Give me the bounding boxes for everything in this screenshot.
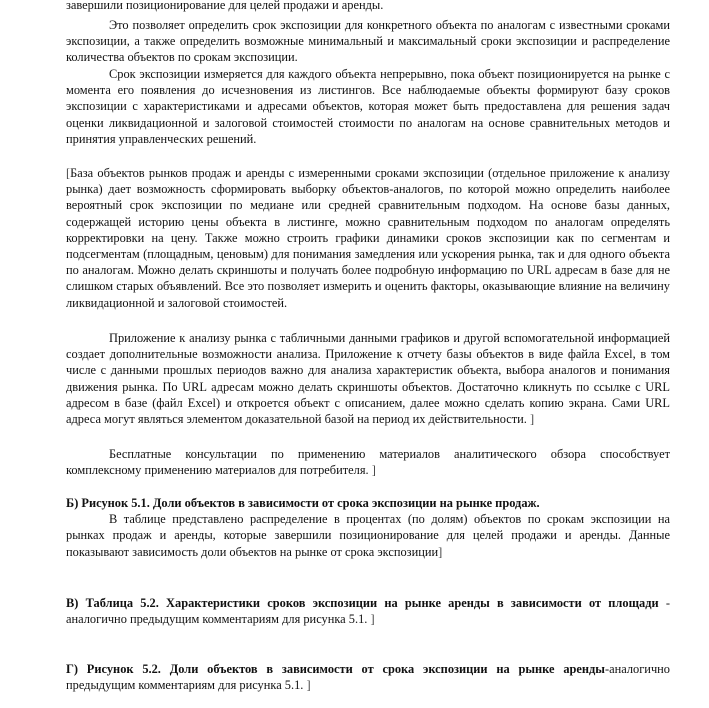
section-g-text: -аналогично предыдущим комментариям для рисунка 5.1. bbox=[66, 662, 670, 693]
paragraph-4-text: Приложение к анализу рынка с табличными данными графиков и другой вспомогательной информацией создает дополнительные возможности анализа. Приложение к отчету базы объектов в виде файла Excel, в том числе с данными прошлых периодов важно для анализа характеристик объекта, выбора аналогов и понимания движения рынка. По URL адресам можно делать скриншоты объектов. Достаточно кликнуть по ссылке с URL адресом в базе (файл Excel) и откроется объект с описанием, далее можно сделать копию экрана. Сами URL адреса могут являться элементом доказательной базой на период их действительности. bbox=[66, 331, 670, 427]
paragraph-exposure-definition bbox=[66, 17, 670, 66]
paragraph-consultations bbox=[66, 446, 670, 478]
paragraph-database bbox=[66, 165, 670, 311]
bracket-close-mark: ] bbox=[370, 612, 375, 627]
bracket-open-mark: [ bbox=[66, 166, 71, 180]
section-v-paragraph bbox=[66, 595, 670, 627]
section-b-text-body: В таблице представлено распределение в процентах (по долям) объектов по срокам экспозиции на рынках продаж и аренды, которые завершили позиционирование для целей продажи и аренды. Данные показывают зависимость доли объектов на рынке от срока экспозиции bbox=[66, 512, 670, 559]
bracket-close-mark: ] bbox=[371, 463, 376, 478]
paragraph-exposure-measurement bbox=[66, 66, 670, 147]
section-b bbox=[66, 495, 670, 560]
paragraph-5 bbox=[66, 446, 670, 478]
section-v bbox=[66, 595, 670, 627]
paragraph-2: Срок экспозиции измеряется для каждого объекта непрерывно, пока объект позиционируется на рынке с момента его появления до исчезновения из листингов. Все наблюдаемые объекты формируют базу сроков экспозиции с характеристиками и адресами объектов, которая может быть предоставлена для решения задач оценки ликвидационной и залоговой стоимостей стоимости по аналогам на основе сравнительных методов и принятия управленческих решений. bbox=[66, 67, 670, 146]
section-b-text bbox=[66, 511, 670, 560]
section-v-heading: В) Таблица 5.2. Характеристики сроков экспозиции на рынке аренды в зависимости от площади bbox=[66, 596, 659, 610]
section-b-heading: Б) Рисунок 5.1. Доли объектов в зависимости от срока экспозиции на рынке продаж. bbox=[66, 496, 540, 510]
section-g bbox=[66, 661, 670, 693]
paragraph-3-text: База объектов рынков продаж и аренды с измеренными сроками экспозиции (отдельное приложение к анализу рынка) дает возможность сформировать выборку объектов-аналогов, по которой можно определить наиболее вероятный срок экспозиции по медиане или средней сравнительным подходом. На основе базы данных, содержащей историю цены объекта в листинге, можно сравнительным подходом по аналогам определять корректировки на цену. Также можно строить графики динамики сроков экспозиции как по сегментам и подсегментам (площадным, ценовым) для понимания замедления или ускорения рынка, так и для одного объекта по аналогам. Можно делать скриншоты и получать более подробную информацию по URL адресам в базе для не слишком старых объявлений. Все это позволяет измерить и оценить факторы, оказывающие влияние на величину ликвидационной и залоговой стоимостей. bbox=[66, 166, 670, 310]
section-v-text: - аналогично предыдущим комментариям для рисунка 5.1. bbox=[66, 596, 670, 627]
bracket-close-mark: ] bbox=[438, 544, 443, 559]
section-g-heading: Г) Рисунок 5.2. Доли объектов в зависимости от срока экспозиции на рынке аренды bbox=[66, 662, 605, 676]
paragraph-3 bbox=[66, 165, 670, 311]
paragraph-1: Это позволяет определить срок экспозиции для конкретного объекта по аналогам с известными сроками экспозиции, а также определить возможные минимальный и максимальный сроки экспозиции и распределение количества объектов по срокам экспозиции. bbox=[66, 18, 670, 65]
paragraph-0: завершили позиционирование для целей продажи и аренды. bbox=[66, 0, 384, 12]
paragraph-4 bbox=[66, 330, 670, 427]
section-g-paragraph bbox=[66, 661, 670, 693]
paragraph-5-text: Бесплатные консультации по применению материалов аналитического обзора способствует комплексному применению материалов для потребителя. bbox=[66, 447, 670, 478]
bracket-close-mark: ] bbox=[529, 412, 535, 427]
bracket-close-mark: ] bbox=[306, 678, 311, 693]
paragraph-continuation bbox=[66, 0, 670, 13]
paragraph-appendix bbox=[66, 330, 670, 427]
